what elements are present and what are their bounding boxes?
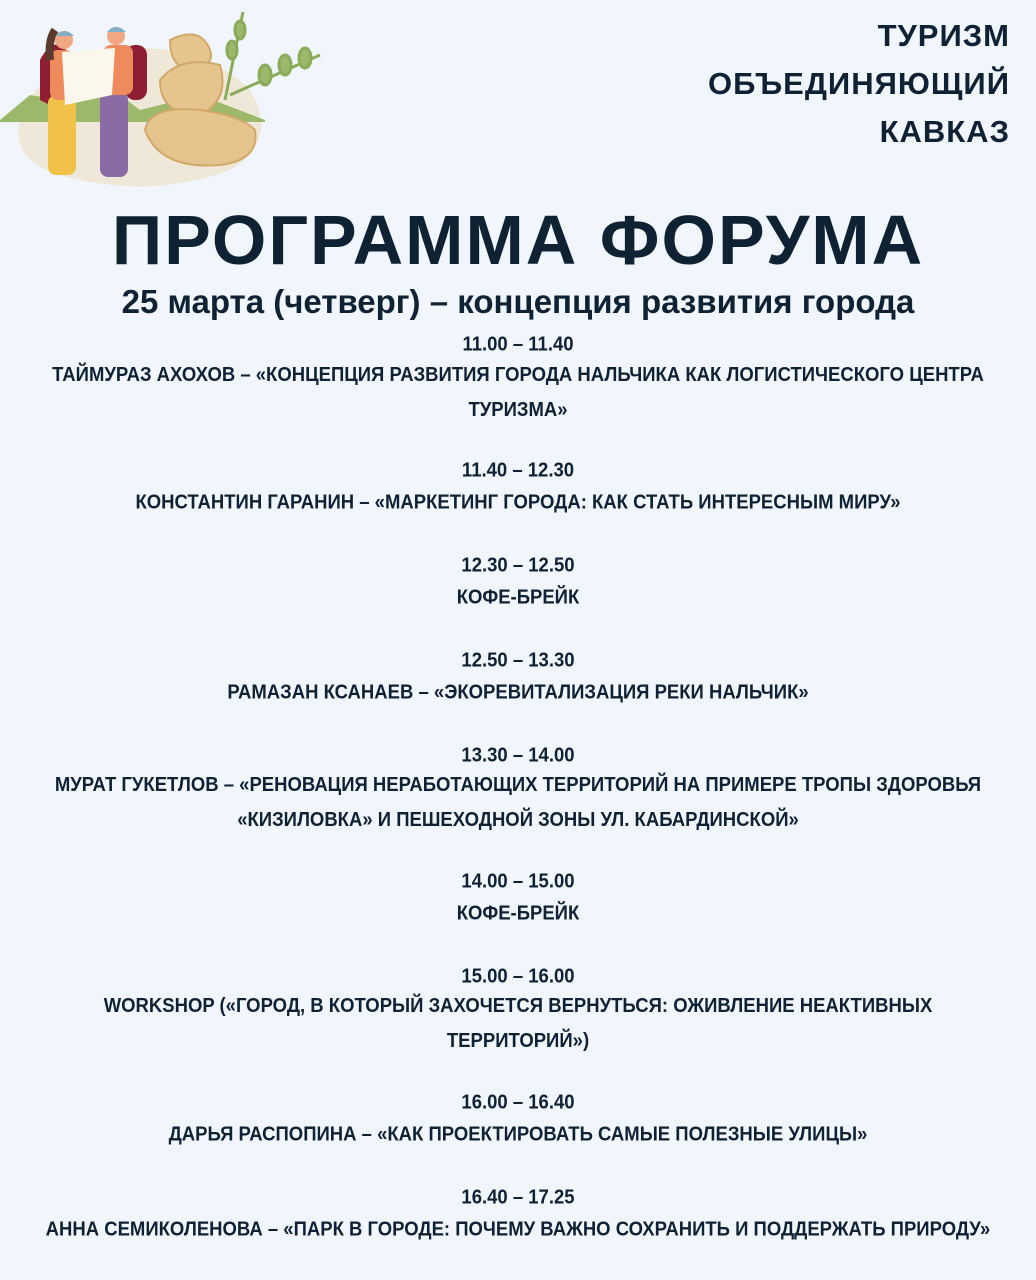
page-subtitle: 25 марта (четверг) – концепция развития города bbox=[121, 283, 915, 320]
hikers-illustration bbox=[0, 0, 340, 200]
entry-time: 11.00 – 11.40 bbox=[462, 331, 574, 356]
program-entry bbox=[40, 1181, 996, 1244]
entry-text: WORKSHOP («ГОРОД, В КОТОРЫЙ ЗАХОЧЕТСЯ ВЕРНУТЬСЯ: ОЖИВЛЕНИЕ НЕАКТИВНЫХ ТЕРРИТОРИЙ») bbox=[103, 993, 933, 1052]
entry-time: 13.30 – 14.00 bbox=[461, 742, 575, 766]
program-entry bbox=[40, 454, 996, 517]
entry-time: 11.40 – 12.30 bbox=[461, 458, 575, 482]
entry-text: КОНСТАНТИН ГАРАНИН – «МАРКЕТИНГ ГОРОДА: КАК СТАТЬ ИНТЕРЕСНЫМ МИРУ» bbox=[135, 489, 901, 513]
entry-text: КОФЕ-БРЕЙК bbox=[456, 584, 580, 608]
brand-line: ОБЪЕДИНЯЮЩИЙ bbox=[707, 66, 1010, 101]
entry-time: 12.50 – 13.30 bbox=[461, 647, 575, 671]
entry-text: МУРАТ ГУКЕТЛОВ – «РЕНОВАЦИЯ НЕРАБОТАЮЩИХ ТЕРРИТОРИЙ НА ПРИМЕРЕ ТРОПЫ ЗДОРОВЬЯ «КИЗИЛОВКА» И ПЕШЕХОДНОЙ ЗОНЫ УЛ. КАБАРДИНСКОЙ» bbox=[54, 772, 982, 831]
program-entry bbox=[40, 328, 996, 423]
entry-time: 16.40 – 17.25 bbox=[461, 1184, 575, 1209]
entry-time: 14.00 – 15.00 bbox=[461, 869, 575, 893]
entry-text: ТАЙМУРАЗ АХОХОВ – «КОНЦЕПЦИЯ РАЗВИТИЯ ГОРОДА НАЛЬЧИКА КАК ЛОГИСТИЧЕСКОГО ЦЕНТРА ТУРИЗМА» bbox=[52, 361, 984, 420]
entry-text: РАМАЗАН КСАНАЕВ – «ЭКОРЕВИТАЛИЗАЦИЯ РЕКИ НАЛЬЧИК» bbox=[227, 679, 809, 703]
entry-text: АННА СЕМИКОЛЕНОВА – «ПАРК В ГОРОДЕ: ПОЧЕМУ ВАЖНО СОХРАНИТЬ И ПОДДЕРЖАТЬ ПРИРОДУ» bbox=[45, 1216, 991, 1240]
program-entry bbox=[40, 549, 996, 612]
entry-time: 15.00 – 16.00 bbox=[461, 963, 575, 987]
program-list bbox=[40, 328, 996, 1276]
program-entry bbox=[40, 960, 996, 1055]
page-title: ПРОГРАММА ФОРУМА bbox=[111, 201, 925, 279]
entry-text: ДАРЬЯ РАСПОПИНА – «КАК ПРОЕКТИРОВАТЬ САМЫЕ ПОЛЕЗНЫЕ УЛИЦЫ» bbox=[168, 1121, 868, 1145]
program-entry bbox=[40, 1086, 996, 1149]
brand-title bbox=[708, 12, 1010, 156]
entry-text: КОФЕ-БРЕЙК bbox=[456, 900, 580, 924]
brand-line: ТУРИЗМ bbox=[877, 18, 1010, 53]
brand-line: КАВКАЗ bbox=[879, 114, 1010, 149]
program-entry bbox=[40, 865, 996, 928]
program-entry bbox=[40, 644, 996, 707]
entry-time: 12.30 – 12.50 bbox=[461, 553, 575, 577]
entry-time: 16.00 – 16.40 bbox=[461, 1090, 575, 1114]
program-entry bbox=[40, 739, 996, 834]
